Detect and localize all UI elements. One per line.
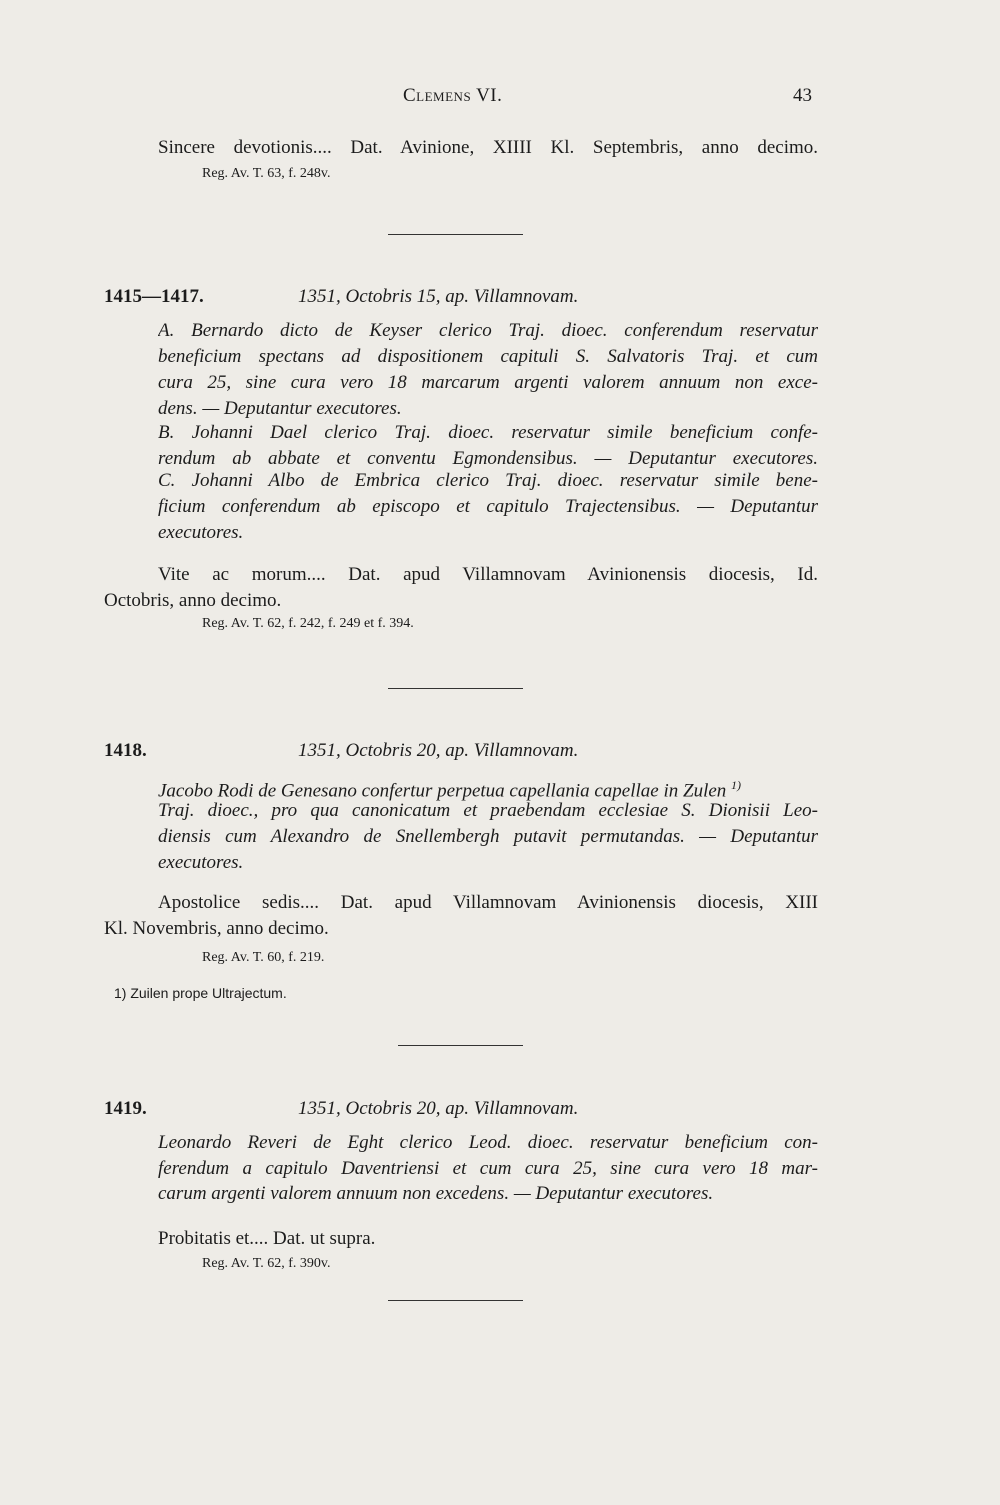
separator-rule [398,1045,523,1046]
separator-rule [388,1300,523,1301]
separator-rule [388,688,523,689]
entry-formula-line: Probitatis et.... Dat. ut supra. [158,1228,376,1249]
entry-text-line: ficium conferendum ab episcopo et capitulo Trajectensibus. — Deputantur [158,496,818,517]
entry-formula-line: Apostolice sedis.... Dat. apud Villamnovam Avinionensis diocesis, XIII [158,892,818,913]
entry-text-line: C. Johanni Albo de Embrica clerico Traj. dioec. reservatur simile bene- [158,470,818,491]
entry-text-line: ferendum a capitulo Daventriensi et cum cura 25, sine cura vero 18 mar- [158,1158,818,1179]
entry-text-line: B. Johanni Dael clerico Traj. dioec. reservatur simile beneficium confe- [158,422,818,443]
register-reference: Reg. Av. T. 62, f. 390v. [202,1256,331,1271]
entry-text-line: cura 25, sine cura vero 18 marcarum argenti valorem annuum non exce- [158,372,818,393]
register-reference: Reg. Av. T. 63, f. 248v. [202,166,331,181]
entry-formula-line: Sincere devotionis.... Dat. Avinione, XIIII Kl. Septembris, anno decimo. [158,137,818,158]
register-reference: Reg. Av. T. 60, f. 219. [202,950,325,965]
entry-number: 1418. [104,740,147,761]
entry-text-line: executores. [158,522,244,543]
entry-number: 1415—1417. [104,286,204,307]
entry-text-line: Traj. dioec., pro qua canonicatum et praebendam ecclesiae S. Dionisii Leo- [158,800,818,821]
entry-formula-line: Vite ac morum.... Dat. apud Villamnovam Avinionensis diocesis, Id. [158,564,818,585]
entry-text-line: executores. [158,852,244,873]
entry-date: 1351, Octobris 20, ap. Villamnovam. [298,740,579,761]
entry-text-line: dens. — Deputantur executores. [158,398,402,419]
entry-text-line: carum argenti valorem annuum non excedens. — Deputantur executores. [158,1183,714,1204]
separator-rule [388,234,523,235]
entry-text-line: beneficium spectans ad dispositionem capituli S. Salvatoris Traj. et cum [158,346,818,367]
running-header-title: Clemens VI. [403,85,503,106]
entry-text-line: rendum ab abbate et conventu Egmondensibus. — Deputantur executores. [158,448,818,469]
entry-text-line: Jacobo Rodi de Genesano confertur perpetua capellania capellae in Zulen $^{1)}$ [158,778,742,802]
page-number: 43 [793,85,812,106]
entry-text-line: A. Bernardo dicto de Keyser clerico Traj. dioec. conferendum reservatur [158,320,818,341]
register-reference: Reg. Av. T. 62, f. 242, f. 249 et f. 394. [202,616,414,631]
entry-text-line: diensis cum Alexandro de Snellembergh putavit permutandas. — Deputantur [158,826,818,847]
entry-formula-line: Kl. Novembris, anno decimo. [104,918,329,939]
footnote-marker: 1) [731,778,742,792]
entry-text-line: Leonardo Reveri de Eght clerico Leod. dioec. reservatur beneficium con- [158,1132,818,1153]
entry-number: 1419. [104,1098,147,1119]
entry-date: 1351, Octobris 20, ap. Villamnovam. [298,1098,579,1119]
footnote: 1) Zuilen prope Ultrajectum. [114,985,287,1001]
entry-formula-line: Octobris, anno decimo. [104,590,282,611]
entry-date: 1351, Octobris 15, ap. Villamnovam. [298,286,579,307]
